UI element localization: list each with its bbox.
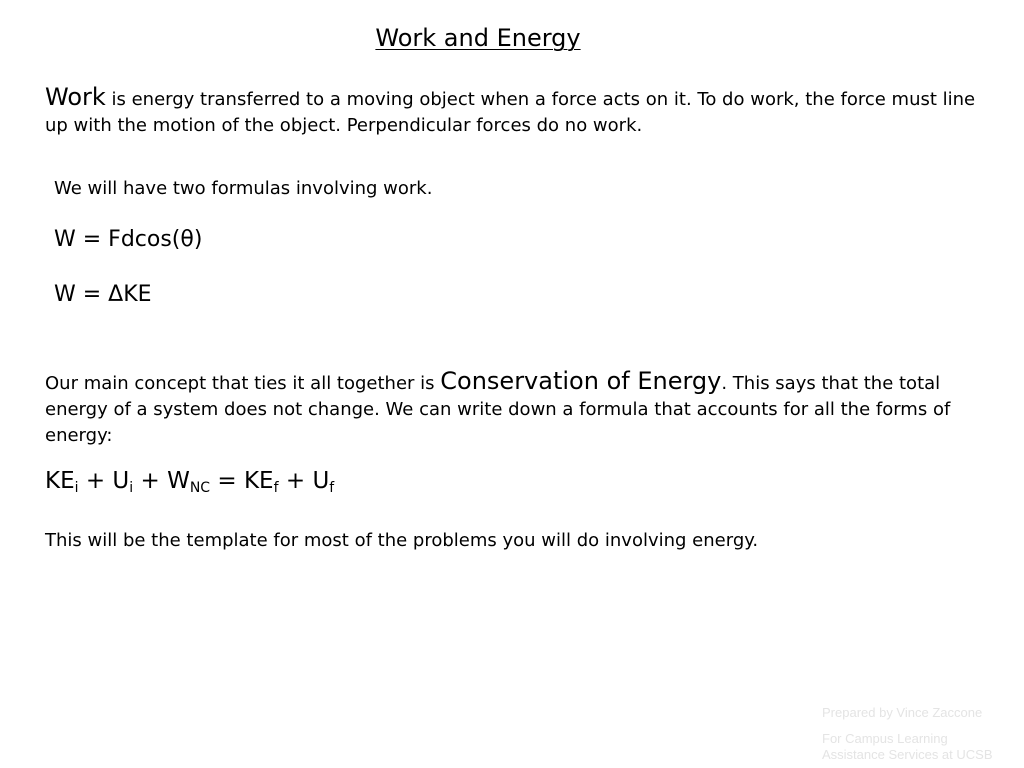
eq-w-nc: W xyxy=(167,468,190,494)
work-definition-paragraph xyxy=(45,84,980,139)
work-term: Work xyxy=(45,83,106,111)
template-note: This will be the template for most of the problems you will do involving energy. xyxy=(45,530,759,551)
footer-for-line-1: For Campus Learning xyxy=(822,731,948,746)
eq-u-initial: U xyxy=(112,468,130,494)
page-title: Work and Energy xyxy=(375,24,581,52)
work-definition-text: is energy transferred to a moving object when a force acts on it. To do work, the force must line up with the motion of the object. Perpendicular forces do no work. xyxy=(45,89,976,136)
eq-equals: = xyxy=(210,468,244,494)
eq-u-final: U xyxy=(312,468,330,494)
formula-work-kinetic-energy: W = ΔKE xyxy=(54,282,152,307)
formulas-intro: We will have two formulas involving work. xyxy=(54,178,433,199)
formula-work-force: W = Fdcos(θ) xyxy=(54,227,203,252)
eq-ke-final-sub: f xyxy=(273,480,279,496)
conservation-term: Conservation of Energy xyxy=(440,367,722,395)
footer-prepared-by: Prepared by Vince Zaccone xyxy=(822,705,983,720)
eq-plus-1: + xyxy=(78,468,113,494)
conservation-paragraph xyxy=(45,368,980,449)
eq-ke-final: KE xyxy=(243,468,274,494)
eq-plus-3: + xyxy=(278,468,313,494)
eq-plus-2: + xyxy=(133,468,168,494)
conservation-text-after: . This says that the total energy of a system does not change. We can write down a formula that accounts for all the forms of energy: xyxy=(45,373,951,446)
footer-for-line-2: Assistance Services at UCSB xyxy=(822,747,993,762)
eq-w-nc-sub: NC xyxy=(189,480,211,496)
eq-ke-initial: KE xyxy=(45,468,75,494)
conservation-text-before: Our main concept that ties it all together is xyxy=(45,373,441,394)
eq-ke-initial-sub: i xyxy=(74,480,79,496)
eq-u-final-sub: f xyxy=(329,480,335,496)
energy-conservation-equation xyxy=(45,468,334,494)
eq-u-initial-sub: i xyxy=(129,480,134,496)
